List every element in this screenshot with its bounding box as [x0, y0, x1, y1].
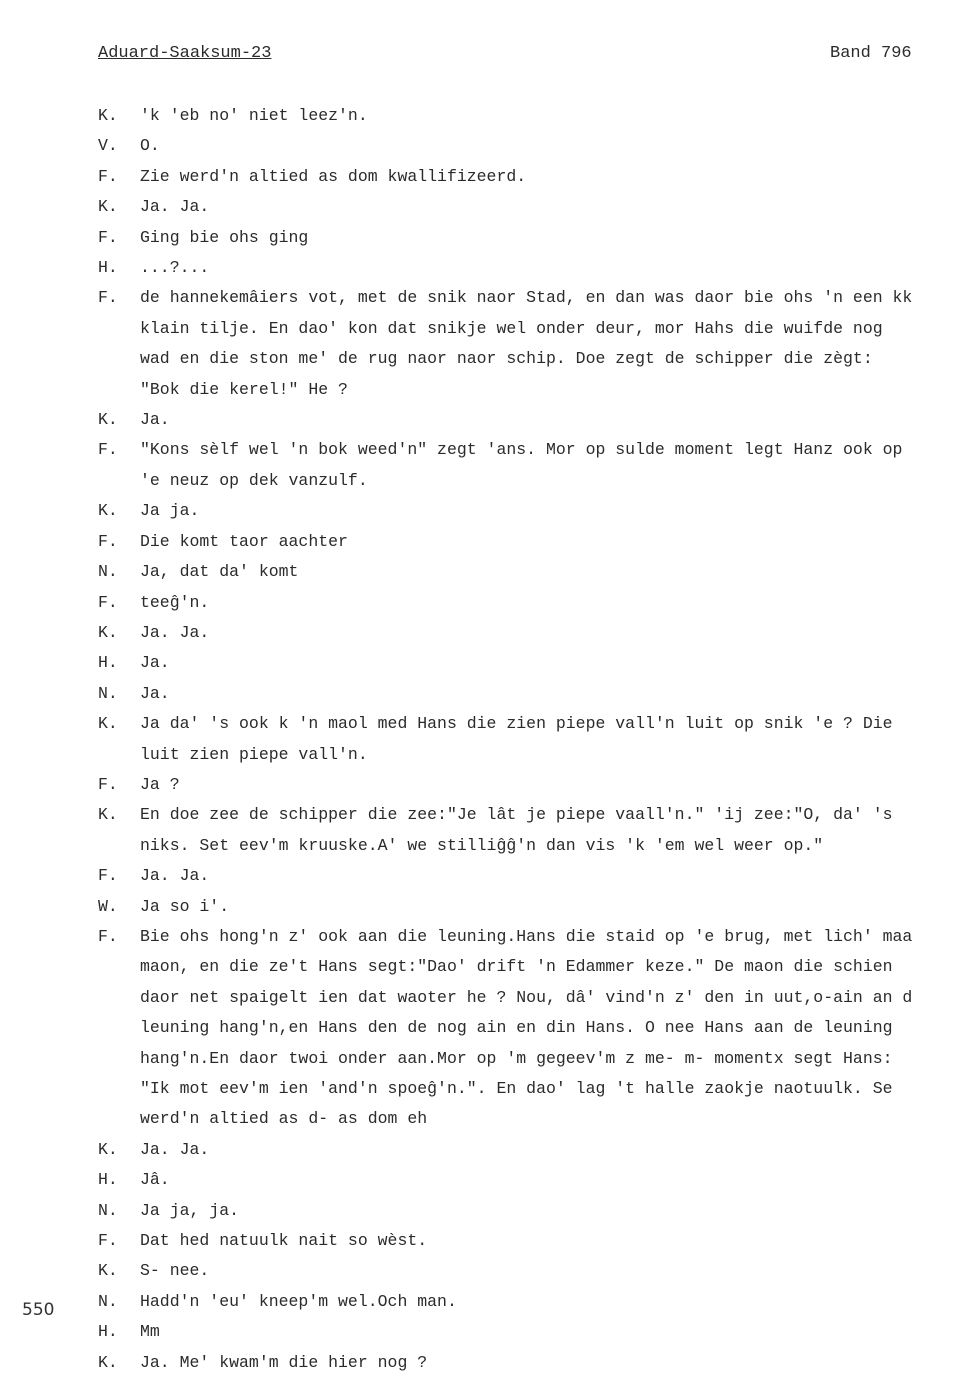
transcript-line	[98, 283, 958, 313]
transcript-line	[98, 922, 958, 952]
transcript-line	[98, 679, 958, 709]
speaker-label: K.	[98, 805, 118, 825]
speaker-label	[98, 1044, 140, 1074]
utterance-text: Dat hed natuulk nait so wèst.	[140, 1231, 428, 1251]
speaker-label: F.	[98, 866, 118, 886]
utterance-text: Ja ja, ja.	[140, 1200, 240, 1220]
utterance-text: 'k 'eb no' niet leez'n.	[140, 106, 368, 125]
speaker-label	[98, 344, 140, 374]
transcript-line	[98, 1226, 958, 1256]
utterance-text: Ja.	[140, 683, 170, 703]
utterance-text: 'e neuz op dek vanzulf.	[140, 470, 368, 490]
speaker-label	[98, 375, 140, 405]
transcript-line	[98, 618, 958, 648]
speaker-label: F.	[98, 531, 118, 551]
speaker-label	[98, 1013, 140, 1043]
handwritten-page-number: 550	[22, 1300, 55, 1320]
utterance-text: Ja, dat da' komt	[140, 562, 299, 582]
utterance-text: klain tilje. En dao' kon dat snikje wel onder deur, mor Hahs die wuifde nog	[140, 318, 883, 338]
speaker-label: H.	[98, 653, 118, 673]
speaker-label: K.	[98, 714, 118, 734]
speaker-label: K.	[98, 197, 118, 217]
transcript-line	[98, 861, 958, 891]
utterance-text: maon, en die ze't Hans segt:"Dao' drift 'n Edammer keze." De maon die schien	[140, 957, 893, 977]
utterance-text: hang'n.En daor twoi onder aan.Mor op 'm gegeev'm z me- m- momentx segt Hans:	[140, 1048, 893, 1068]
speaker-label: K.	[98, 106, 118, 125]
transcript-line	[98, 648, 958, 678]
utterance-text: "Bok die kerel!" He ?	[140, 379, 348, 399]
transcript-line	[98, 527, 958, 557]
speaker-label: K.	[98, 622, 118, 642]
transcript-line	[98, 1104, 958, 1134]
speaker-label: W.	[98, 896, 118, 916]
utterance-text: Ja so i'.	[140, 896, 230, 916]
transcript-line	[98, 740, 958, 770]
utterance-text: Ja. Ja.	[140, 1139, 210, 1159]
speaker-label: V.	[98, 136, 118, 156]
transcript-line	[98, 1044, 958, 1074]
speaker-label: F.	[98, 227, 118, 247]
speaker-label: F.	[98, 774, 118, 794]
utterance-text: daor net spaigelt ien dat waoter he ? Nou, dâ' vind'n z' den in uut,o-ain an d	[140, 987, 913, 1007]
utterance-text: Ja. Ja.	[140, 866, 210, 886]
utterance-text: Ja. Me' kwam'm die hier nog ?	[140, 1352, 428, 1372]
utterance-text: leuning hang'n,en Hans den de nog ain en din Hans. O nee Hans aan de leuning	[140, 1018, 893, 1038]
transcript-line	[98, 344, 958, 374]
utterance-text: Hadd'n 'eu' kneep'm wel.Och man.	[140, 1291, 457, 1311]
transcript-line	[98, 770, 958, 800]
transcript-line	[98, 162, 958, 192]
speaker-label: F.	[98, 440, 118, 460]
utterance-text: Bie ohs hong'n z' ook aan die leuning.Hans die staid op 'e brug, met lich' maa	[140, 926, 913, 946]
transcript-line	[98, 192, 958, 222]
transcript-line	[98, 375, 958, 405]
transcript-line	[98, 983, 958, 1013]
transcript-line	[98, 1135, 958, 1165]
utterance-text: Ja da' 's ook k 'n maol med Hans die zien piepe vall'n luit op snik 'e ? Die	[140, 714, 893, 734]
utterance-text: Ja.	[140, 653, 170, 673]
speaker-label	[98, 314, 140, 344]
utterance-text: Ja. Ja.	[140, 622, 210, 642]
speaker-label	[98, 740, 140, 770]
utterance-text: Ja.	[140, 410, 170, 430]
transcript	[98, 101, 958, 1378]
utterance-text: Zie werd'n altied as dom kwallifizeerd.	[140, 166, 527, 186]
transcript-line	[98, 1287, 958, 1317]
utterance-text: S- nee.	[140, 1261, 210, 1281]
utterance-text: "Ik mot eev'm ien 'and'n spoeĝ'n.". En dao' lag 't halle zaokje naotuulk. Se	[140, 1079, 893, 1098]
transcript-line	[98, 131, 958, 161]
speaker-label: N.	[98, 1200, 118, 1220]
utterance-text: O.	[140, 136, 160, 156]
speaker-label: H.	[98, 1322, 118, 1342]
speaker-label: F.	[98, 592, 118, 612]
transcript-line	[98, 496, 958, 526]
transcript-line	[98, 892, 958, 922]
transcript-line	[98, 1256, 958, 1286]
utterance-text: En doe zee de schipper die zee:"Je lât je piepe vaall'n." 'ij zee:"O, da' 's	[140, 805, 893, 825]
utterance-text: de hannekemâiers vot, met de snik naor Stad, en dan was daor bie ohs 'n een kk	[140, 288, 913, 308]
speaker-label: H.	[98, 1170, 118, 1190]
utterance-text: Jâ.	[140, 1170, 170, 1190]
transcript-line	[98, 1348, 958, 1378]
speaker-label	[98, 952, 140, 982]
transcript-line	[98, 709, 958, 739]
transcript-line	[98, 1074, 958, 1104]
transcript-line	[98, 405, 958, 435]
utterance-text: luit zien piepe vall'n.	[140, 744, 368, 764]
speaker-label	[98, 831, 140, 861]
transcript-line	[98, 1165, 958, 1195]
utterance-text: "Kons sèlf wel 'n bok weed'n" zegt 'ans. Mor op sulde moment legt Hanz ook op	[140, 440, 903, 460]
speaker-label: H.	[98, 258, 118, 278]
utterance-text: Mm	[140, 1322, 160, 1342]
utterance-text: Die komt taor aachter	[140, 531, 348, 551]
utterance-text: Ja ja.	[140, 501, 200, 521]
transcript-line	[98, 800, 958, 830]
transcript-line	[98, 1196, 958, 1226]
speaker-label: N.	[98, 562, 118, 582]
transcript-line	[98, 101, 958, 131]
speaker-label	[98, 1074, 140, 1104]
transcript-line	[98, 1317, 958, 1347]
transcript-line	[98, 557, 958, 587]
utterance-text: wad en die ston me' de rug naor naor schip. Doe zegt de schipper die zègt:	[140, 349, 873, 369]
utterance-text: teeĝ'n.	[140, 592, 210, 612]
utterance-text: werd'n altied as d- as dom eh	[140, 1109, 428, 1129]
speaker-label	[98, 1104, 140, 1134]
utterance-text: Ja ?	[140, 774, 180, 794]
transcript-line	[98, 253, 958, 283]
document-title: Aduard-Saaksum-23	[98, 44, 272, 63]
speaker-label	[98, 466, 140, 496]
band-number: Band 796	[830, 44, 912, 63]
speaker-label: F.	[98, 288, 118, 308]
transcript-line	[98, 314, 958, 344]
utterance-text: Ja. Ja.	[140, 197, 210, 217]
speaker-label: F.	[98, 1231, 118, 1251]
speaker-label: N.	[98, 1291, 118, 1311]
transcript-line	[98, 952, 958, 982]
transcript-line	[98, 435, 958, 465]
transcript-line	[98, 1013, 958, 1043]
speaker-label: K.	[98, 1352, 118, 1372]
speaker-label: F.	[98, 926, 118, 946]
speaker-label: K.	[98, 1139, 118, 1159]
transcript-line	[98, 831, 958, 861]
speaker-label: F.	[98, 166, 118, 186]
speaker-label: K.	[98, 1261, 118, 1281]
transcript-line	[98, 588, 958, 618]
speaker-label: N.	[98, 683, 118, 703]
speaker-label: K.	[98, 501, 118, 521]
transcript-line	[98, 466, 958, 496]
utterance-text: ...?...	[140, 258, 210, 278]
speaker-label: K.	[98, 410, 118, 430]
utterance-text: Ging bie ohs ging	[140, 227, 309, 247]
speaker-label	[98, 983, 140, 1013]
transcript-line	[98, 223, 958, 253]
utterance-text: niks. Set eev'm kruuske.A' we stilliĝĝ'n dan vis 'k 'em wel weer op."	[140, 835, 824, 855]
